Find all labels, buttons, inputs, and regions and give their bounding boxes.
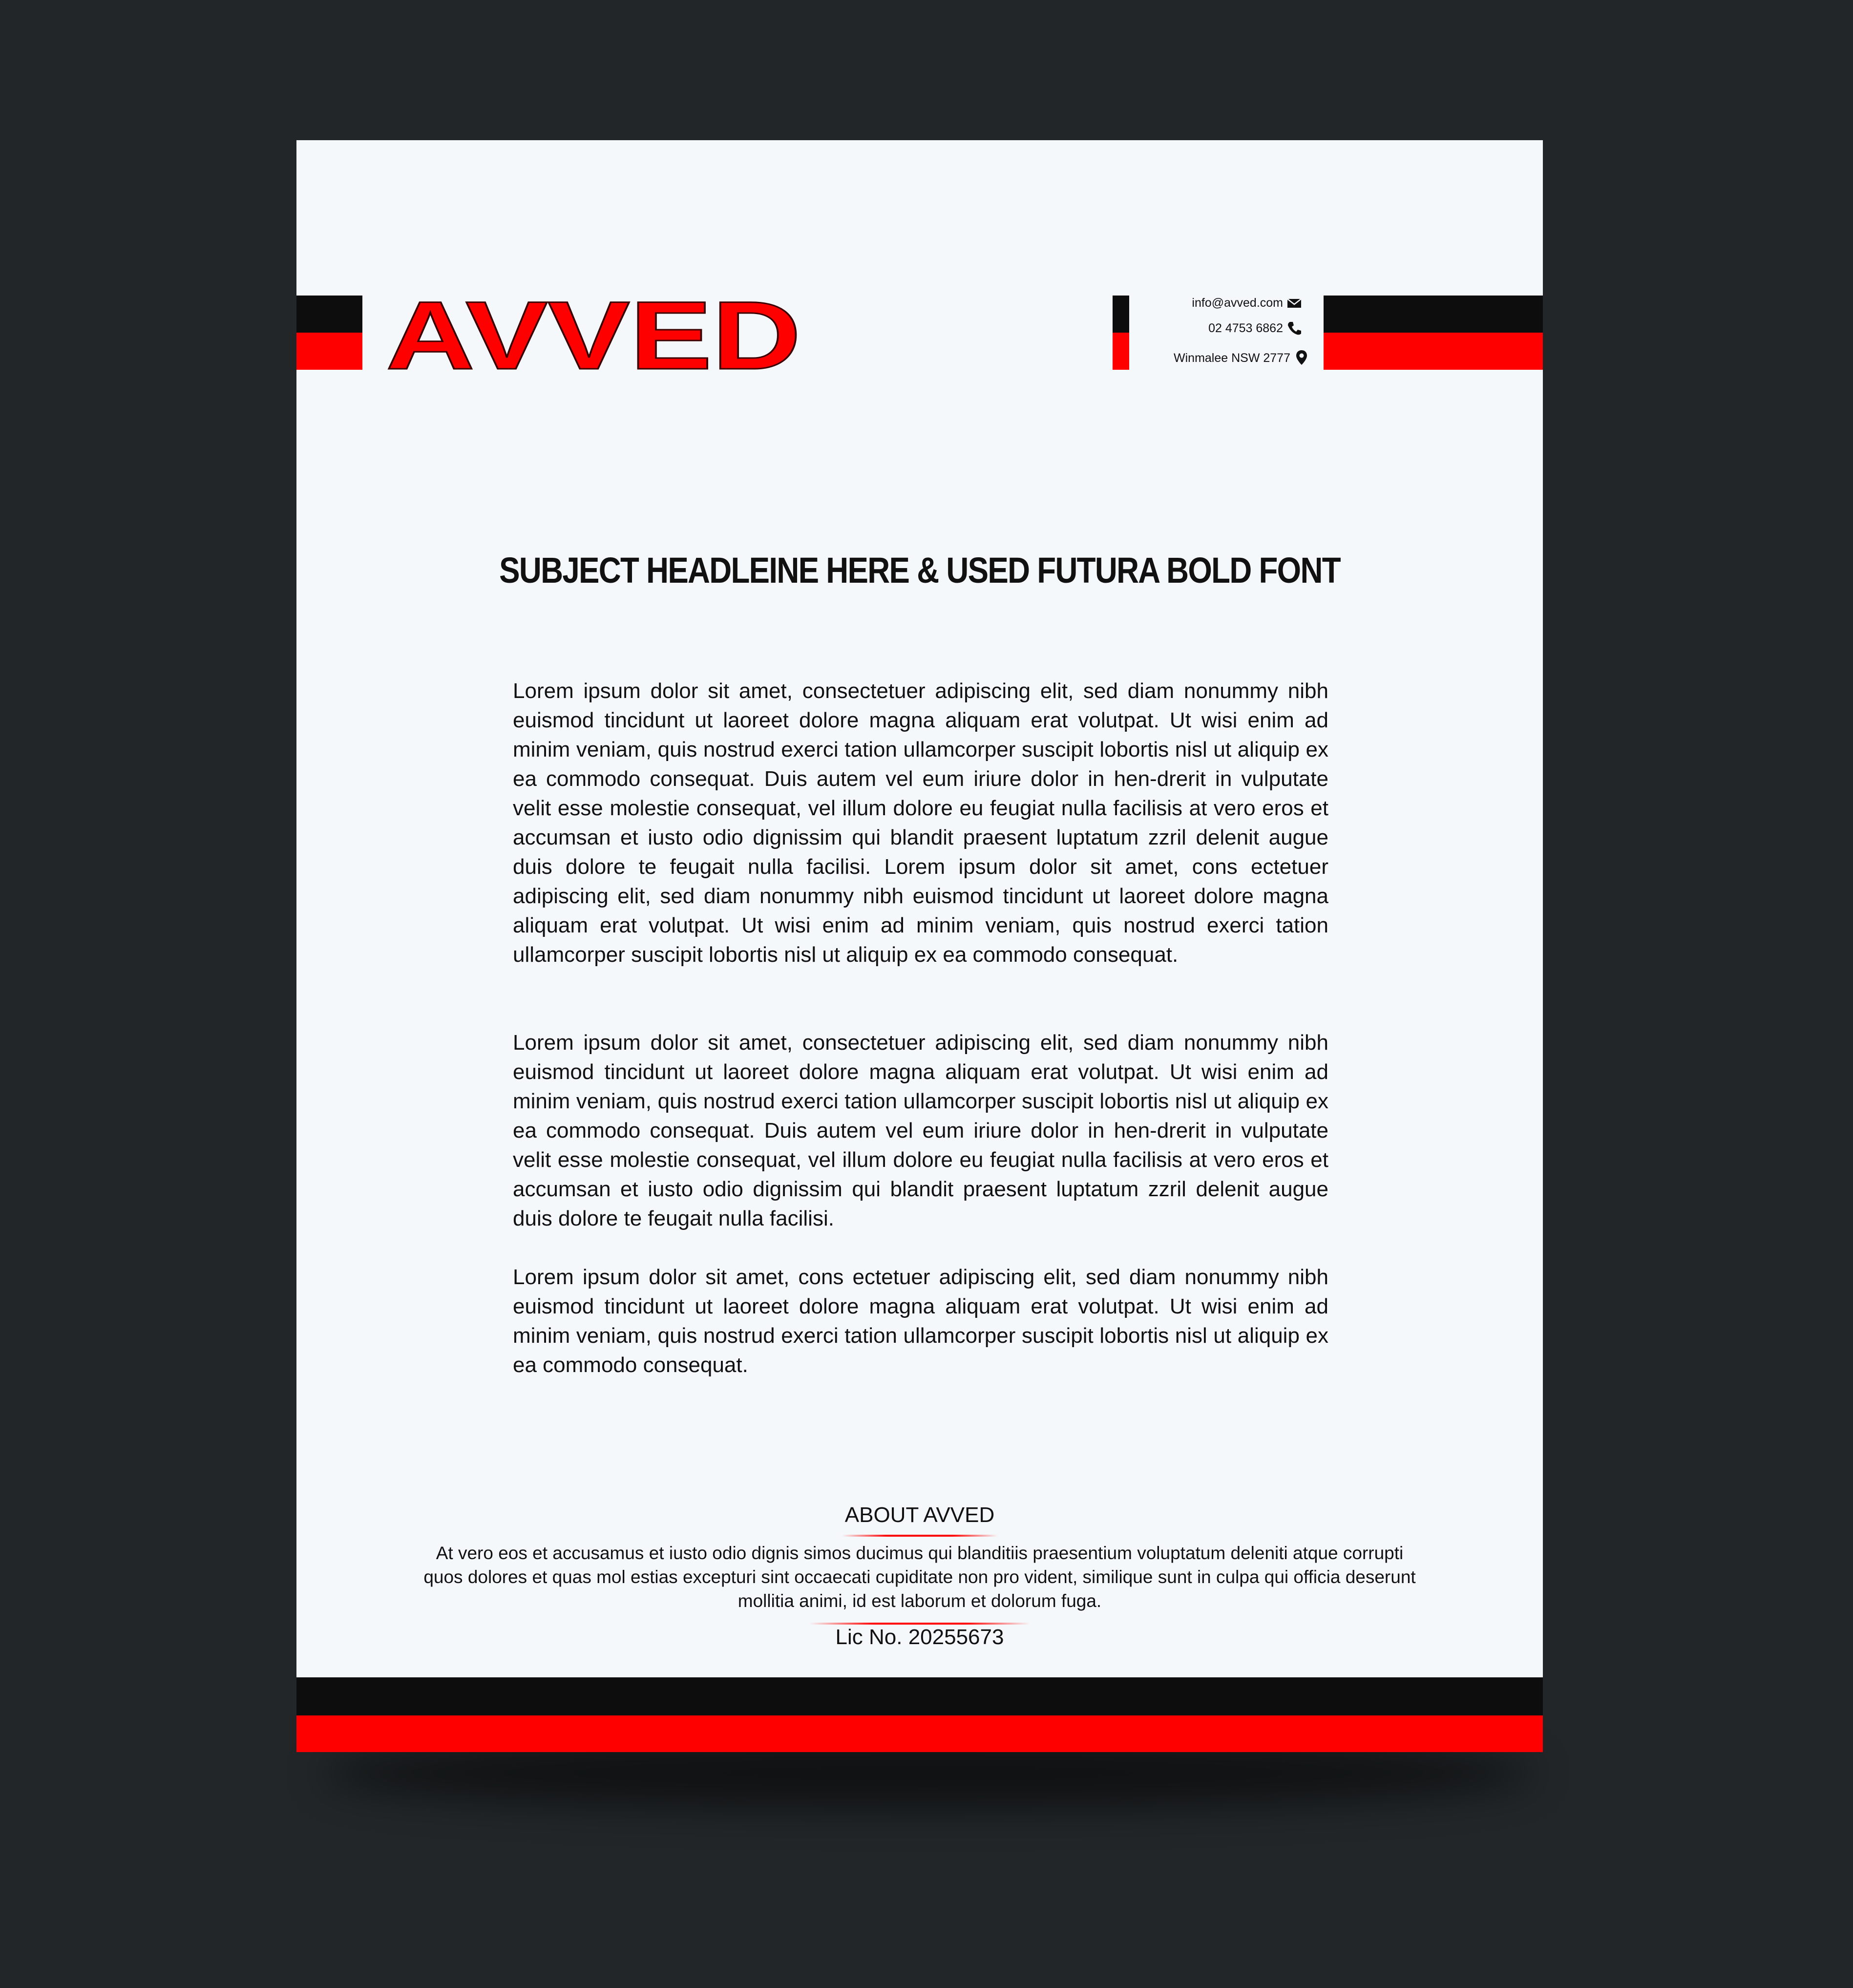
logo-wordmark: AVVED	[386, 296, 801, 374]
contact-email[interactable]	[1127, 294, 1303, 312]
contact-phone[interactable]	[1127, 319, 1303, 337]
phone-icon	[1286, 319, 1303, 336]
about-title-underline	[842, 1535, 998, 1537]
header-right-black-bar	[1324, 296, 1543, 333]
map-pin-icon	[1293, 349, 1310, 366]
avved-logo	[386, 296, 806, 374]
contact-phone-text: 02 4753 6862	[1208, 321, 1283, 335]
about-title: ABOUT AVVED	[844, 1503, 995, 1527]
license-number: Lic No. 20255673	[835, 1625, 1004, 1649]
about-text: At vero eos et accusamus et iusto odio dignis simos ducimus qui blanditiis praesentium voluptatum deleniti atque corrupti quos dolores et quas mol estias excepturi sint occaecati cupiditate non pro vident, similique sunt in culpa qui officia deserunt mollitia animi, id est laborum et dolorum fuga.	[423, 1543, 1416, 1611]
letterhead-page	[296, 140, 1543, 1752]
body-paragraph: Lorem ipsum dolor sit amet, consectetuer adipiscing elit, sed diam nonummy nibh euismod tincidunt ut laoreet dolore magna aliquam erat volutpat. Ut wisi enim ad minim veniam, quis nostrud exerci tation ullamcorper suscipit lobortis nisl ut aliquip ex ea commodo consequat. Duis autem vel eum iriure dolor in hen-drerit in vulputate velit esse molestie consequat, vel illum dolore eu feugiat nulla facilisis at vero eros et accumsan et iusto odio dignissim qui blandit praesent luptatum zzril delenit augue duis dolore te feugait nulla facilisi. Lorem ipsum dolor sit amet, cons ectetuer adipiscing elit, sed diam nonummy nibh euismod tincidunt ut laoreet dolore magna aliquam erat volutpat. Ut wisi enim ad minim veniam, quis nostrud exerci tation ullamcorper suscipit lobortis nisl ut aliquip ex ea commodo consequat.	[513, 679, 1328, 967]
header-right-red-bar	[1324, 333, 1543, 370]
header-left-black-bar	[296, 296, 362, 333]
contact-address-text: Winmalee NSW 2777	[1174, 351, 1290, 365]
body-paragraph: Lorem ipsum dolor sit amet, consectetuer adipiscing elit, sed diam nonummy nibh euismod tincidunt ut laoreet dolore magna aliquam erat volutpat. Ut wisi enim ad minim veniam, quis nostrud exerci tation ullamcorper suscipit lobortis nisl ut aliquip ex ea commodo consequat. Duis autem vel eum iriure dolor in hen-drerit in vulputate velit esse molestie consequat, vel illum dolore eu feugiat nulla facilisis at vero eros et accumsan et iusto odio dignissim qui blandit praesent luptatum zzril delenit augue duis dolore te feugait nulla facilisi.	[513, 1031, 1328, 1230]
footer-red-bar	[296, 1715, 1543, 1752]
header-mid-red-bar	[1113, 333, 1129, 370]
body-paragraph: Lorem ipsum dolor sit amet, cons ectetuer adipiscing elit, sed diam nonummy nibh euismod tincidunt ut laoreet dolore magna aliquam erat volutpat. Ut wisi enim ad minim veniam, quis nostrud exerci tation ullamcorper suscipit lobortis nisl ut aliquip ex ea commodo consequat.	[513, 1265, 1328, 1377]
contact-address[interactable]	[1134, 349, 1310, 367]
header-left-red-bar	[296, 333, 362, 370]
footer-black-bar	[296, 1677, 1543, 1715]
contact-email-text: info@avved.com	[1192, 296, 1283, 310]
license-divider	[809, 1623, 1030, 1625]
subject-headline: SUBJECT HEADLEINE HERE & USED FUTURA BOLD FONT	[499, 550, 1340, 591]
envelope-icon	[1286, 294, 1303, 311]
